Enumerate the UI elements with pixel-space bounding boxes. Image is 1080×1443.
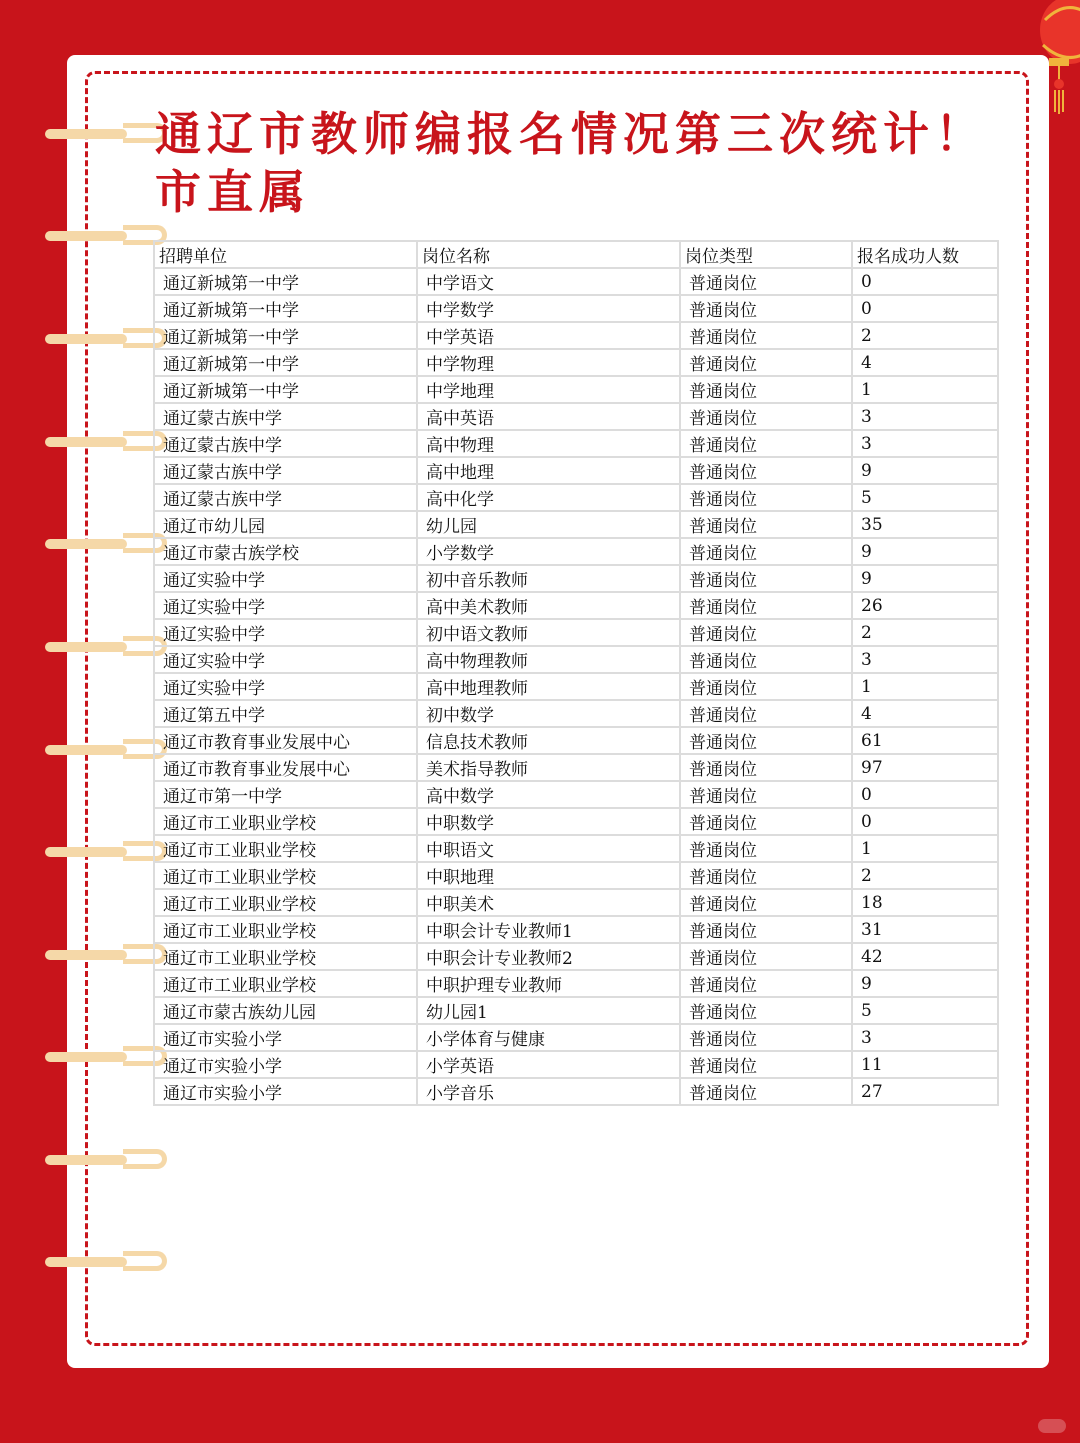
table-row xyxy=(154,511,998,538)
cell-count: 3 xyxy=(852,430,998,457)
cell-position: 幼儿园 xyxy=(417,511,680,538)
table-row xyxy=(154,781,998,808)
title-line-2: 市直属 xyxy=(155,165,311,219)
cell-type: 普通岗位 xyxy=(680,943,852,970)
cell-count: 9 xyxy=(852,538,998,565)
cell-position: 小学音乐 xyxy=(417,1078,680,1105)
cell-position: 中学语文 xyxy=(417,268,680,295)
header-count: 报名成功人数 xyxy=(852,241,998,268)
cell-position: 中职会计专业教师2 xyxy=(417,943,680,970)
cell-unit: 通辽蒙古族中学 xyxy=(154,430,417,457)
cell-type: 普通岗位 xyxy=(680,322,852,349)
cell-unit: 通辽市工业职业学校 xyxy=(154,835,417,862)
registration-table xyxy=(153,240,999,1106)
cell-type: 普通岗位 xyxy=(680,754,852,781)
cell-type: 普通岗位 xyxy=(680,295,852,322)
cell-count: 5 xyxy=(852,484,998,511)
cell-type: 普通岗位 xyxy=(680,997,852,1024)
table-row xyxy=(154,349,998,376)
cell-position: 中职地理 xyxy=(417,862,680,889)
cell-type: 普通岗位 xyxy=(680,1051,852,1078)
table-row xyxy=(154,592,998,619)
table-header-row xyxy=(154,241,998,268)
cell-position: 美术指导教师 xyxy=(417,754,680,781)
cell-type: 普通岗位 xyxy=(680,565,852,592)
cell-type: 普通岗位 xyxy=(680,619,852,646)
cell-unit: 通辽第五中学 xyxy=(154,700,417,727)
cell-type: 普通岗位 xyxy=(680,268,852,295)
cell-count: 9 xyxy=(852,565,998,592)
cell-count: 1 xyxy=(852,673,998,700)
table-row xyxy=(154,1024,998,1051)
binder-ring-icon xyxy=(45,1043,140,1073)
cell-count: 0 xyxy=(852,295,998,322)
cell-type: 普通岗位 xyxy=(680,403,852,430)
cell-count: 42 xyxy=(852,943,998,970)
cell-type: 普通岗位 xyxy=(680,430,852,457)
cell-position: 中职语文 xyxy=(417,835,680,862)
table-row xyxy=(154,646,998,673)
cell-unit: 通辽市实验小学 xyxy=(154,1078,417,1105)
cell-position: 小学体育与健康 xyxy=(417,1024,680,1051)
table-row xyxy=(154,916,998,943)
cell-position: 初中语文教师 xyxy=(417,619,680,646)
table-row xyxy=(154,970,998,997)
binder-ring-icon xyxy=(45,838,140,868)
cell-unit: 通辽蒙古族中学 xyxy=(154,403,417,430)
lantern-icon xyxy=(1025,0,1080,120)
header-type: 岗位类型 xyxy=(680,241,852,268)
table-row xyxy=(154,619,998,646)
table-row xyxy=(154,322,998,349)
cell-type: 普通岗位 xyxy=(680,835,852,862)
cell-type: 普通岗位 xyxy=(680,1078,852,1105)
cell-type: 普通岗位 xyxy=(680,970,852,997)
cell-type: 普通岗位 xyxy=(680,808,852,835)
cell-position: 高中英语 xyxy=(417,403,680,430)
cell-type: 普通岗位 xyxy=(680,700,852,727)
cell-position: 中学物理 xyxy=(417,349,680,376)
cell-position: 高中地理 xyxy=(417,457,680,484)
table-row xyxy=(154,889,998,916)
cell-count: 3 xyxy=(852,1024,998,1051)
cell-type: 普通岗位 xyxy=(680,781,852,808)
binder-ring-icon xyxy=(45,941,140,971)
cell-unit: 通辽实验中学 xyxy=(154,619,417,646)
cell-unit: 通辽市教育事业发展中心 xyxy=(154,727,417,754)
cell-unit: 通辽蒙古族中学 xyxy=(154,457,417,484)
cell-unit: 通辽新城第一中学 xyxy=(154,268,417,295)
cell-position: 小学数学 xyxy=(417,538,680,565)
cell-unit: 通辽市蒙古族幼儿园 xyxy=(154,997,417,1024)
binder-ring-icon xyxy=(45,633,140,663)
table-row xyxy=(154,295,998,322)
cell-count: 26 xyxy=(852,592,998,619)
cell-position: 中职美术 xyxy=(417,889,680,916)
cell-type: 普通岗位 xyxy=(680,376,852,403)
cell-position: 幼儿园1 xyxy=(417,997,680,1024)
table-row xyxy=(154,835,998,862)
table-row xyxy=(154,268,998,295)
cell-position: 中学英语 xyxy=(417,322,680,349)
cell-count: 0 xyxy=(852,268,998,295)
table-row xyxy=(154,538,998,565)
table-row xyxy=(154,862,998,889)
cell-position: 小学英语 xyxy=(417,1051,680,1078)
table-row xyxy=(154,808,998,835)
binder-ring-icon xyxy=(45,325,140,355)
cell-count: 27 xyxy=(852,1078,998,1105)
cell-type: 普通岗位 xyxy=(680,592,852,619)
cell-unit: 通辽市工业职业学校 xyxy=(154,943,417,970)
table-row xyxy=(154,1078,998,1105)
cell-position: 中学数学 xyxy=(417,295,680,322)
cell-unit: 通辽市幼儿园 xyxy=(154,511,417,538)
table-row xyxy=(154,673,998,700)
cell-count: 97 xyxy=(852,754,998,781)
cell-count: 31 xyxy=(852,916,998,943)
cell-position: 中职护理专业教师 xyxy=(417,970,680,997)
cell-count: 61 xyxy=(852,727,998,754)
cell-type: 普通岗位 xyxy=(680,484,852,511)
cell-unit: 通辽市实验小学 xyxy=(154,1051,417,1078)
binder-ring-icon xyxy=(45,1248,140,1278)
cell-unit: 通辽新城第一中学 xyxy=(154,295,417,322)
cell-position: 高中地理教师 xyxy=(417,673,680,700)
cell-type: 普通岗位 xyxy=(680,646,852,673)
cell-count: 4 xyxy=(852,700,998,727)
cell-count: 0 xyxy=(852,781,998,808)
cell-position: 中职会计专业教师1 xyxy=(417,916,680,943)
table-row xyxy=(154,943,998,970)
cell-position: 中学地理 xyxy=(417,376,680,403)
cell-type: 普通岗位 xyxy=(680,457,852,484)
binder-ring-icon xyxy=(45,736,140,766)
cell-type: 普通岗位 xyxy=(680,511,852,538)
cell-position: 中职数学 xyxy=(417,808,680,835)
binder-ring-icon xyxy=(45,120,140,150)
cell-count: 4 xyxy=(852,349,998,376)
table-row xyxy=(154,700,998,727)
binder-ring-icon xyxy=(45,1146,140,1176)
cell-unit: 通辽新城第一中学 xyxy=(154,349,417,376)
table-row xyxy=(154,727,998,754)
binder-ring-icon xyxy=(45,222,140,252)
cell-position: 初中音乐教师 xyxy=(417,565,680,592)
table-row xyxy=(154,484,998,511)
cell-count: 5 xyxy=(852,997,998,1024)
header-unit: 招聘单位 xyxy=(154,241,417,268)
cell-unit: 通辽市工业职业学校 xyxy=(154,808,417,835)
cell-unit: 通辽市蒙古族学校 xyxy=(154,538,417,565)
cell-count: 2 xyxy=(852,862,998,889)
binder-ring-icon xyxy=(45,428,140,458)
cell-count: 35 xyxy=(852,511,998,538)
cell-position: 高中数学 xyxy=(417,781,680,808)
table-row xyxy=(154,403,998,430)
cell-type: 普通岗位 xyxy=(680,538,852,565)
cell-count: 0 xyxy=(852,808,998,835)
cell-type: 普通岗位 xyxy=(680,916,852,943)
cell-unit: 通辽新城第一中学 xyxy=(154,322,417,349)
cell-position: 高中化学 xyxy=(417,484,680,511)
cell-unit: 通辽新城第一中学 xyxy=(154,376,417,403)
cell-position: 信息技术教师 xyxy=(417,727,680,754)
binder-ring-icon xyxy=(45,530,140,560)
cell-count: 9 xyxy=(852,457,998,484)
cell-unit: 通辽市实验小学 xyxy=(154,1024,417,1051)
cell-count: 11 xyxy=(852,1051,998,1078)
cell-unit: 通辽实验中学 xyxy=(154,646,417,673)
cell-count: 1 xyxy=(852,376,998,403)
cell-type: 普通岗位 xyxy=(680,673,852,700)
cell-count: 2 xyxy=(852,619,998,646)
cell-count: 9 xyxy=(852,970,998,997)
cell-unit: 通辽市第一中学 xyxy=(154,781,417,808)
cell-count: 3 xyxy=(852,646,998,673)
cell-unit: 通辽市工业职业学校 xyxy=(154,970,417,997)
cell-unit: 通辽市工业职业学校 xyxy=(154,889,417,916)
cell-type: 普通岗位 xyxy=(680,889,852,916)
cell-count: 2 xyxy=(852,322,998,349)
cell-type: 普通岗位 xyxy=(680,1024,852,1051)
cell-position: 初中数学 xyxy=(417,700,680,727)
cell-type: 普通岗位 xyxy=(680,349,852,376)
table-row xyxy=(154,1051,998,1078)
cell-unit: 通辽市教育事业发展中心 xyxy=(154,754,417,781)
cell-unit: 通辽蒙古族中学 xyxy=(154,484,417,511)
table-row xyxy=(154,997,998,1024)
cell-type: 普通岗位 xyxy=(680,862,852,889)
table-row xyxy=(154,430,998,457)
cell-unit: 通辽实验中学 xyxy=(154,673,417,700)
cell-count: 3 xyxy=(852,403,998,430)
header-position: 岗位名称 xyxy=(417,241,680,268)
cell-unit: 通辽实验中学 xyxy=(154,592,417,619)
cell-position: 高中物理教师 xyxy=(417,646,680,673)
cell-count: 18 xyxy=(852,889,998,916)
cell-unit: 通辽市工业职业学校 xyxy=(154,862,417,889)
cell-position: 高中物理 xyxy=(417,430,680,457)
cell-count: 1 xyxy=(852,835,998,862)
table-row xyxy=(154,565,998,592)
table-row xyxy=(154,754,998,781)
page-title xyxy=(155,105,1015,221)
cell-unit: 通辽实验中学 xyxy=(154,565,417,592)
table-row xyxy=(154,376,998,403)
cell-position: 高中美术教师 xyxy=(417,592,680,619)
cell-type: 普通岗位 xyxy=(680,727,852,754)
watermark-logo xyxy=(1038,1419,1066,1433)
table-row xyxy=(154,457,998,484)
cell-unit: 通辽市工业职业学校 xyxy=(154,916,417,943)
title-line-1: 通辽市教师编报名情况第三次统计！ xyxy=(155,107,987,161)
